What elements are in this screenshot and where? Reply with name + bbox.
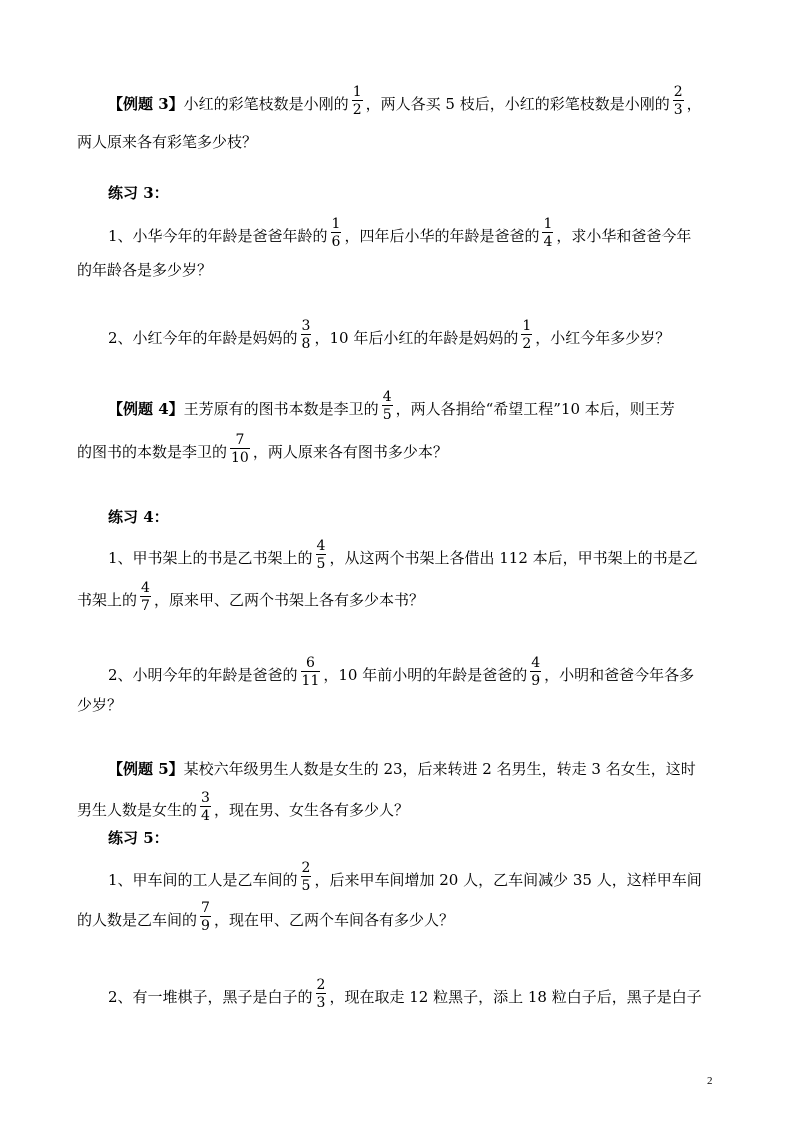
example-3-text: 小红的彩笔枝数是小刚的 — [183, 94, 349, 113]
practice-3-heading: 练习 3： — [108, 184, 169, 202]
fraction: $\frac{7}{10}$ — [231, 432, 249, 466]
fraction: $\frac{2}{3}$ — [673, 84, 683, 118]
example-3-text: 两人原来各有彩笔多少枝？ — [77, 132, 258, 151]
example-3-line-2 — [77, 134, 257, 150]
practice-5-heading: 练习 5： — [108, 829, 169, 847]
practice-3-q2-line-1: 2、小红今年的年龄是妈妈的 $\frac{3}{8}$ ，10 年后小红的年龄是妈妈的 $\frac{1}{2}$ ，小红今年多少岁？ — [108, 318, 671, 352]
practice-4-q1-line-1: 1、甲书架上的书是乙书架上的 $\frac{4}{5}$ ，从这两个书架上各借出 112 本后，甲书架上的书是乙 — [108, 538, 698, 572]
example-3-tag: 【例题 3】 — [108, 94, 184, 113]
fraction: $\frac{3}{4}$ — [201, 790, 210, 824]
fraction: $\frac{6}{11}$ — [301, 655, 320, 689]
example-3-text: ，两人各买 5 枝后，小红的彩笔枝数是小刚的 — [365, 94, 670, 113]
fraction: $\frac{2}{5}$ — [301, 860, 311, 894]
practice-3-q1-line-1: 1、小华今年的年龄是爸爸年龄的 $\frac{1}{6}$ ，四年后小华的年龄是爸爸的 $\frac{1}{4}$ ，求小华和爸爸今年 — [108, 216, 692, 250]
example-4-tag: 【例题 4】 — [108, 399, 184, 418]
fraction: $\frac{1}{2}$ — [352, 84, 362, 118]
fraction: $\frac{4}{7}$ — [141, 580, 150, 614]
page-number: 2 — [707, 1075, 713, 1087]
fraction: $\frac{4}{9}$ — [531, 655, 541, 689]
practice-3-q1-line-2: 的年龄各是多少岁？ — [77, 260, 213, 279]
practice-4-heading: 练习 4： — [108, 508, 169, 526]
example-5-tag: 【例题 5】 — [108, 759, 184, 778]
fraction: $\frac{1}{2}$ — [522, 318, 532, 352]
practice-4-q1-line-2: 书架上的 $\frac{4}{7}$ ，原来甲、乙两个书架上各有多少本书？ — [77, 580, 424, 614]
fraction: $\frac{2}{3}$ — [316, 977, 326, 1011]
practice-5-q1-line-1: 1、甲车间的工人是乙车间的 $\frac{2}{5}$ ，后来甲车间增加 20 人，乙车间减少 35 人，这样甲车间 — [108, 860, 702, 894]
fraction: $\frac{1}{4}$ — [543, 216, 553, 250]
example-3-line-1 — [108, 84, 702, 120]
example-3-text: ， — [686, 94, 702, 113]
example-5-line-1: 【例题 5】某校六年级男生人数是女生的 23，后来转进 2 名男生，转走 3 名女生，这时 — [108, 759, 696, 778]
practice-5-q1-line-2: 的人数是乙车间的 $\frac{7}{9}$ ，现在甲、乙两个车间各有多少人？ — [77, 900, 454, 934]
practice-4-q2-line-2: 少岁？ — [77, 695, 123, 714]
fraction: $\frac{4}{5}$ — [316, 538, 326, 572]
example-5-line-2: 男生人数是女生的 $\frac{3}{4}$ ，现在男、女生各有多少人？ — [77, 790, 409, 824]
practice-4-q2-line-1: 2、小明今年的年龄是爸爸的 $\frac{6}{11}$ ，10 年前小明的年龄是爸爸的 $\frac{4}{9}$ ，小明和爸爸今年各多 — [108, 655, 695, 689]
fraction: $\frac{7}{9}$ — [201, 900, 210, 934]
example-4-line-1: 【例题 4】王芳原有的图书本数是李卫的 $\frac{4}{5}$ ，两人各捐给“希望工程”10 本后，则王芳 — [108, 389, 675, 423]
practice-5-q2-line-1: 2、有一堆棋子，黑子是白子的 $\frac{2}{3}$ ，现在取走 12 粒黑子，添上 18 粒白子后，黑子是白子 — [108, 977, 702, 1011]
fraction: $\frac{1}{6}$ — [331, 216, 341, 250]
fraction: $\frac{3}{8}$ — [301, 318, 311, 352]
fraction: $\frac{4}{5}$ — [382, 389, 392, 423]
example-4-line-2: 的图书的本数是李卫的 $\frac{7}{10}$ ，两人原来各有图书多少本？ — [77, 432, 448, 466]
